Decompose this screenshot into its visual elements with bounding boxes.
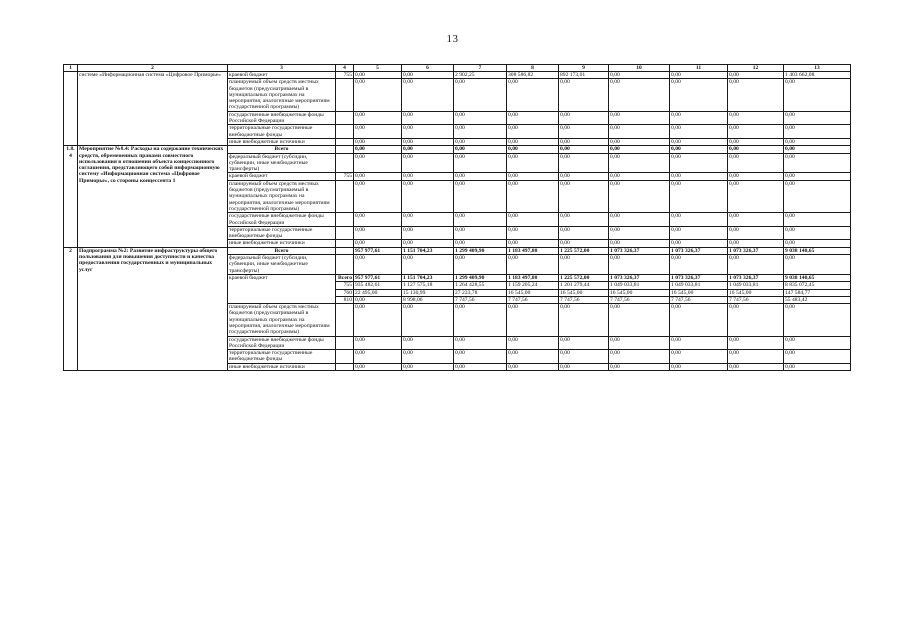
value-cell: 957 977,61 bbox=[354, 247, 402, 254]
value-cell: 0,00 bbox=[784, 153, 851, 173]
value-cell: 8 835 072,45 bbox=[784, 282, 851, 289]
table-row bbox=[64, 146, 851, 153]
value-cell: 0,00 bbox=[609, 173, 670, 180]
budget-code bbox=[336, 180, 354, 212]
value-cell: 0,00 bbox=[784, 226, 851, 240]
budget-code: 755 bbox=[336, 173, 354, 180]
value-cell: 22 495,00 bbox=[354, 289, 402, 296]
value-cell: 0,00 bbox=[402, 304, 454, 336]
value-cell: 9 038 140,65 bbox=[784, 274, 851, 281]
budget-code bbox=[336, 336, 354, 350]
value-cell: 0,00 bbox=[454, 336, 507, 350]
value-cell: 1 183 497,80 bbox=[507, 247, 559, 254]
value-cell: 0,00 bbox=[402, 79, 454, 111]
value-cell: 0,00 bbox=[609, 79, 670, 111]
value-cell: 0,00 bbox=[609, 304, 670, 336]
value-cell: 0,00 bbox=[728, 213, 784, 227]
value-cell: 0,00 bbox=[402, 153, 454, 173]
budget-code bbox=[336, 138, 354, 145]
value-cell: 0,00 bbox=[670, 153, 728, 173]
value-cell: 0,00 bbox=[559, 336, 609, 350]
budget-code bbox=[336, 213, 354, 227]
value-cell: 0,00 bbox=[559, 111, 609, 125]
value-cell: 1 299 409,90 bbox=[454, 274, 507, 281]
value-cell: 0,00 bbox=[609, 146, 670, 153]
value-cell: 0,00 bbox=[507, 213, 559, 227]
row-number: 2 bbox=[64, 247, 78, 370]
value-cell: 0,00 bbox=[402, 363, 454, 370]
funding-source: планируемый объем средств местных бюджетов (предусматриваемый в муниципальных программах на мероприятия, аналогичные мероприятиям государственной программы) bbox=[228, 180, 336, 212]
value-cell: 0,00 bbox=[784, 79, 851, 111]
value-cell: 0,00 bbox=[402, 226, 454, 240]
value-cell: 0,00 bbox=[728, 304, 784, 336]
budget-code: 810 bbox=[336, 296, 354, 303]
value-cell: 0,00 bbox=[354, 125, 402, 139]
value-cell: 0,00 bbox=[609, 350, 670, 364]
value-cell: 0,00 bbox=[454, 304, 507, 336]
column-header: 5 bbox=[354, 65, 402, 72]
value-cell: 0,00 bbox=[507, 363, 559, 370]
value-cell: 0,00 bbox=[559, 304, 609, 336]
funding-source: иные внебюджетные источники bbox=[228, 363, 336, 370]
value-cell: 0,00 bbox=[784, 350, 851, 364]
value-cell: 0,00 bbox=[728, 72, 784, 79]
column-header-row bbox=[64, 65, 851, 72]
value-cell: 0,00 bbox=[559, 240, 609, 247]
value-cell: 16 545,00 bbox=[609, 289, 670, 296]
value-cell: 0,00 bbox=[354, 111, 402, 125]
column-header: 8 bbox=[507, 65, 559, 72]
value-cell: 27 233,78 bbox=[454, 289, 507, 296]
value-cell: 0,00 bbox=[454, 125, 507, 139]
value-cell: 0,00 bbox=[728, 173, 784, 180]
value-cell: 0,00 bbox=[670, 336, 728, 350]
value-cell: 0,00 bbox=[454, 240, 507, 247]
value-cell: 16 545,00 bbox=[507, 289, 559, 296]
value-cell: 0,00 bbox=[454, 146, 507, 153]
value-cell: 0,00 bbox=[609, 111, 670, 125]
value-cell: 0,00 bbox=[784, 304, 851, 336]
value-cell: 0,00 bbox=[784, 255, 851, 275]
value-cell: 0,00 bbox=[402, 240, 454, 247]
value-cell: 0,00 bbox=[784, 363, 851, 370]
value-cell: 1 049 033,81 bbox=[609, 282, 670, 289]
value-cell: 0,00 bbox=[609, 240, 670, 247]
value-cell: 0,00 bbox=[784, 111, 851, 125]
column-header: 6 bbox=[402, 65, 454, 72]
budget-code: Всего bbox=[336, 274, 354, 281]
value-cell: 0,00 bbox=[670, 180, 728, 212]
value-cell: 0,00 bbox=[670, 226, 728, 240]
value-cell: 1 151 704,23 bbox=[402, 247, 454, 254]
funding-source: территориальные государственные внебюджетные фонды bbox=[228, 125, 336, 139]
value-cell: 0,00 bbox=[609, 336, 670, 350]
value-cell: 0,00 bbox=[454, 111, 507, 125]
value-cell: 16 545,00 bbox=[728, 289, 784, 296]
value-cell: 1 201 279,44 bbox=[559, 282, 609, 289]
value-cell: 0,00 bbox=[559, 138, 609, 145]
value-cell: 1 183 497,80 bbox=[507, 274, 559, 281]
column-header: 3 bbox=[228, 65, 336, 72]
value-cell: 0,00 bbox=[354, 213, 402, 227]
funding-source: государственные внебюджетные фонды Российской Федерации bbox=[228, 111, 336, 125]
value-cell: 0,00 bbox=[728, 363, 784, 370]
column-header: 1 bbox=[64, 65, 78, 72]
subprogram-description: Подпрограмма №2: Развитие инфраструктуры общего пользования для повышения доступности и качества предоставления государственных и муниципальных услуг bbox=[78, 247, 228, 370]
value-cell: 0,00 bbox=[609, 72, 670, 79]
value-cell: 1 264 428,55 bbox=[454, 282, 507, 289]
value-cell: 0,00 bbox=[728, 153, 784, 173]
value-cell: 0,00 bbox=[354, 138, 402, 145]
value-cell: 0,00 bbox=[784, 146, 851, 153]
value-cell: 0,00 bbox=[354, 255, 402, 275]
funding-source: территориальные государственные внебюджетные фонды bbox=[228, 350, 336, 364]
value-cell: 0,00 bbox=[402, 138, 454, 145]
value-cell: 0,00 bbox=[402, 350, 454, 364]
value-cell: 0,00 bbox=[454, 213, 507, 227]
value-cell: 0,00 bbox=[728, 240, 784, 247]
value-cell: 1 073 326,37 bbox=[670, 274, 728, 281]
value-cell: 0,00 bbox=[454, 180, 507, 212]
value-cell: 0,00 bbox=[609, 255, 670, 275]
value-cell: 0,00 bbox=[784, 125, 851, 139]
value-cell: 892 173,01 bbox=[559, 72, 609, 79]
value-cell: 0,00 bbox=[670, 111, 728, 125]
value-cell: 0,00 bbox=[507, 226, 559, 240]
value-cell: 1 225 572,00 bbox=[559, 274, 609, 281]
value-cell: 0,00 bbox=[670, 363, 728, 370]
value-cell: 0,00 bbox=[784, 336, 851, 350]
value-cell: 0,00 bbox=[507, 146, 559, 153]
value-cell: 1 073 326,37 bbox=[728, 247, 784, 254]
funding-source: краевой бюджет bbox=[228, 173, 336, 180]
value-cell: 0,00 bbox=[784, 213, 851, 227]
value-cell: 0,00 bbox=[670, 255, 728, 275]
funding-source: краевой бюджет bbox=[228, 274, 336, 303]
value-cell: 0,00 bbox=[354, 72, 402, 79]
value-cell: 0,00 bbox=[454, 153, 507, 173]
budget-code bbox=[336, 350, 354, 364]
value-cell: 1 403 662,08 bbox=[784, 72, 851, 79]
value-cell: 0,00 bbox=[609, 125, 670, 139]
column-header: 12 bbox=[728, 65, 784, 72]
column-header: 2 bbox=[78, 65, 228, 72]
budget-code bbox=[336, 125, 354, 139]
value-cell: 0,00 bbox=[402, 180, 454, 212]
budget-code: 755 bbox=[336, 72, 354, 79]
value-cell: 0,00 bbox=[402, 255, 454, 275]
value-cell: 935 482,61 bbox=[354, 282, 402, 289]
value-cell: 0,00 bbox=[454, 79, 507, 111]
value-cell: 0,00 bbox=[784, 180, 851, 212]
value-cell: 0,00 bbox=[454, 363, 507, 370]
value-cell: 0,00 bbox=[507, 111, 559, 125]
funding-source: Всего bbox=[228, 247, 336, 254]
value-cell: 0,00 bbox=[454, 173, 507, 180]
value-cell: 0,00 bbox=[354, 296, 402, 303]
value-cell: 0,00 bbox=[507, 125, 559, 139]
budget-code: 760 bbox=[336, 289, 354, 296]
value-cell: 0,00 bbox=[559, 255, 609, 275]
funding-source: Всего bbox=[228, 146, 336, 153]
value-cell: 1 151 704,23 bbox=[402, 274, 454, 281]
value-cell: 0,00 bbox=[728, 138, 784, 145]
value-cell: 0,00 bbox=[507, 173, 559, 180]
value-cell: 0,00 bbox=[454, 350, 507, 364]
value-cell: 1 073 326,37 bbox=[670, 247, 728, 254]
value-cell: 1 073 326,37 bbox=[609, 247, 670, 254]
value-cell: 9 038 140,65 bbox=[784, 247, 851, 254]
value-cell: 0,00 bbox=[670, 125, 728, 139]
value-cell: 0,00 bbox=[559, 350, 609, 364]
value-cell: 0,00 bbox=[670, 350, 728, 364]
value-cell: 8 998,06 bbox=[402, 296, 454, 303]
value-cell: 0,00 bbox=[507, 79, 559, 111]
value-cell: 0,00 bbox=[354, 153, 402, 173]
value-cell: 15 130,99 bbox=[402, 289, 454, 296]
value-cell: 0,00 bbox=[609, 153, 670, 173]
column-header: 9 bbox=[559, 65, 609, 72]
activity-description: Мероприятие №8.4: Расходы на содержание технических средств, обремененных правами совместного использования в отношении объекта концессионного соглашения, представляющего собой информационную систему «Информационная система «Цифровое Приморье», со стороны концессента 1 bbox=[78, 146, 228, 247]
budget-code bbox=[336, 363, 354, 370]
value-cell: 0,00 bbox=[559, 125, 609, 139]
value-cell: 0,00 bbox=[670, 240, 728, 247]
value-cell: 0,00 bbox=[402, 213, 454, 227]
column-header: 13 bbox=[784, 65, 851, 72]
budget-code bbox=[336, 226, 354, 240]
value-cell: 0,00 bbox=[559, 363, 609, 370]
value-cell: 0,00 bbox=[670, 146, 728, 153]
value-cell: 0,00 bbox=[728, 350, 784, 364]
budget-code bbox=[336, 146, 354, 153]
value-cell: 0,00 bbox=[402, 72, 454, 79]
value-cell: 0,00 bbox=[507, 153, 559, 173]
value-cell: 0,00 bbox=[507, 304, 559, 336]
funding-source: краевой бюджет bbox=[228, 72, 336, 79]
value-cell: 0,00 bbox=[670, 173, 728, 180]
value-cell: 0,00 bbox=[609, 180, 670, 212]
value-cell: 0,00 bbox=[354, 180, 402, 212]
value-cell: 0,00 bbox=[728, 79, 784, 111]
value-cell: 0,00 bbox=[454, 255, 507, 275]
value-cell: 0,00 bbox=[507, 350, 559, 364]
value-cell: 0,00 bbox=[354, 146, 402, 153]
funding-source: территориальные государственные внебюджетные фонды bbox=[228, 226, 336, 240]
value-cell: 0,00 bbox=[507, 180, 559, 212]
funding-source: иные внебюджетные источники bbox=[228, 240, 336, 247]
value-cell: 0,00 bbox=[354, 304, 402, 336]
value-cell: 0,00 bbox=[609, 363, 670, 370]
value-cell: 0,00 bbox=[670, 138, 728, 145]
budget-code bbox=[336, 255, 354, 275]
value-cell: 0,00 bbox=[454, 138, 507, 145]
budget-code bbox=[336, 247, 354, 254]
value-cell: 0,00 bbox=[670, 213, 728, 227]
value-cell: 7 747,56 bbox=[507, 296, 559, 303]
value-cell: 147 584,77 bbox=[784, 289, 851, 296]
value-cell: 0,00 bbox=[728, 111, 784, 125]
value-cell: 1 073 326,37 bbox=[728, 274, 784, 281]
value-cell: 0,00 bbox=[559, 180, 609, 212]
value-cell: 0,00 bbox=[507, 138, 559, 145]
value-cell: 0,00 bbox=[559, 213, 609, 227]
value-cell: 16 545,00 bbox=[559, 289, 609, 296]
value-cell: 0,00 bbox=[609, 213, 670, 227]
value-cell: 0,00 bbox=[354, 350, 402, 364]
funding-source: федеральный бюджет (субсидии, субвенции, иные межбюджетные трансферты) bbox=[228, 255, 336, 275]
value-cell: 1 049 033,81 bbox=[670, 282, 728, 289]
value-cell: 0,00 bbox=[402, 111, 454, 125]
value-cell: 0,00 bbox=[559, 173, 609, 180]
value-cell: 7 747,56 bbox=[559, 296, 609, 303]
value-cell: 0,00 bbox=[354, 240, 402, 247]
value-cell: 0,00 bbox=[507, 336, 559, 350]
budget-code bbox=[336, 153, 354, 173]
value-cell: 0,00 bbox=[609, 226, 670, 240]
value-cell: 0,00 bbox=[728, 146, 784, 153]
value-cell: 1 127 575,18 bbox=[402, 282, 454, 289]
value-cell: 957 977,61 bbox=[354, 274, 402, 281]
value-cell: 7 747,56 bbox=[670, 296, 728, 303]
budget-code bbox=[336, 79, 354, 111]
value-cell: 7 747,56 bbox=[728, 296, 784, 303]
value-cell: 0,00 bbox=[784, 240, 851, 247]
value-cell: 1 299 409,90 bbox=[454, 247, 507, 254]
budget-code bbox=[336, 111, 354, 125]
value-cell: 0,00 bbox=[507, 240, 559, 247]
funding-source: государственные внебюджетные фонды Российской Федерации bbox=[228, 336, 336, 350]
budget-table bbox=[63, 64, 851, 371]
value-cell: 0,00 bbox=[402, 146, 454, 153]
value-cell: 1 073 326,37 bbox=[609, 274, 670, 281]
value-cell: 7 747,56 bbox=[454, 296, 507, 303]
funding-source: федеральный бюджет (субсидии, субвенции, иные межбюджетные трансферты) bbox=[228, 153, 336, 173]
value-cell: 0,00 bbox=[354, 363, 402, 370]
value-cell: 0,00 bbox=[609, 138, 670, 145]
value-cell: 0,00 bbox=[559, 146, 609, 153]
value-cell: 0,00 bbox=[670, 72, 728, 79]
value-cell: 0,00 bbox=[670, 304, 728, 336]
activity-description: системе «Информационная система «Цифровое Приморье» bbox=[78, 72, 228, 146]
value-cell: 0,00 bbox=[728, 125, 784, 139]
page-number: 13 bbox=[446, 33, 459, 45]
value-cell: 0,00 bbox=[402, 336, 454, 350]
value-cell: 0,00 bbox=[728, 180, 784, 212]
table-row bbox=[64, 72, 851, 79]
row-number bbox=[64, 72, 78, 146]
value-cell: 0,00 bbox=[728, 336, 784, 350]
value-cell: 1 049 033,81 bbox=[728, 282, 784, 289]
value-cell: 0,00 bbox=[784, 173, 851, 180]
value-cell: 0,00 bbox=[354, 336, 402, 350]
funding-source: государственные внебюджетные фонды Российской Федерации bbox=[228, 213, 336, 227]
value-cell: 1 159 205,24 bbox=[507, 282, 559, 289]
value-cell: 0,00 bbox=[507, 255, 559, 275]
value-cell: 0,00 bbox=[559, 226, 609, 240]
column-header: 7 bbox=[454, 65, 507, 72]
funding-source: планируемый объем средств местных бюджетов (предусматриваемый в муниципальных программах на мероприятия, аналогичные мероприятиям государственной программы) bbox=[228, 304, 336, 336]
value-cell: 2 902,25 bbox=[454, 72, 507, 79]
funding-source: иные внебюджетные источники bbox=[228, 138, 336, 145]
value-cell: 7 747,56 bbox=[609, 296, 670, 303]
value-cell: 0,00 bbox=[402, 125, 454, 139]
value-cell: 0,00 bbox=[559, 153, 609, 173]
column-header: 11 bbox=[670, 65, 728, 72]
funding-source: планируемый объем средств местных бюджетов (предусматриваемый в муниципальных программах на мероприятия, аналогичные мероприятиям государственной программы) bbox=[228, 79, 336, 111]
budget-code bbox=[336, 240, 354, 247]
value-cell: 0,00 bbox=[354, 226, 402, 240]
value-cell: 16 545,00 bbox=[670, 289, 728, 296]
value-cell: 0,00 bbox=[454, 226, 507, 240]
value-cell: 0,00 bbox=[559, 79, 609, 111]
value-cell: 308 586,82 bbox=[507, 72, 559, 79]
value-cell: 0,00 bbox=[784, 138, 851, 145]
value-cell: 1 225 572,00 bbox=[559, 247, 609, 254]
value-cell: 0,00 bbox=[670, 79, 728, 111]
value-cell: 0,00 bbox=[402, 173, 454, 180]
column-header: 10 bbox=[609, 65, 670, 72]
value-cell: 0,00 bbox=[728, 255, 784, 275]
budget-code: 755 bbox=[336, 282, 354, 289]
budget-code bbox=[336, 304, 354, 336]
table-row bbox=[64, 247, 851, 254]
value-cell: 0,00 bbox=[354, 173, 402, 180]
value-cell: 0,00 bbox=[354, 79, 402, 111]
column-header: 4 bbox=[336, 65, 354, 72]
value-cell: 0,00 bbox=[728, 226, 784, 240]
row-number: 1.8.4 bbox=[64, 146, 78, 247]
value-cell: 55 483,42 bbox=[784, 296, 851, 303]
